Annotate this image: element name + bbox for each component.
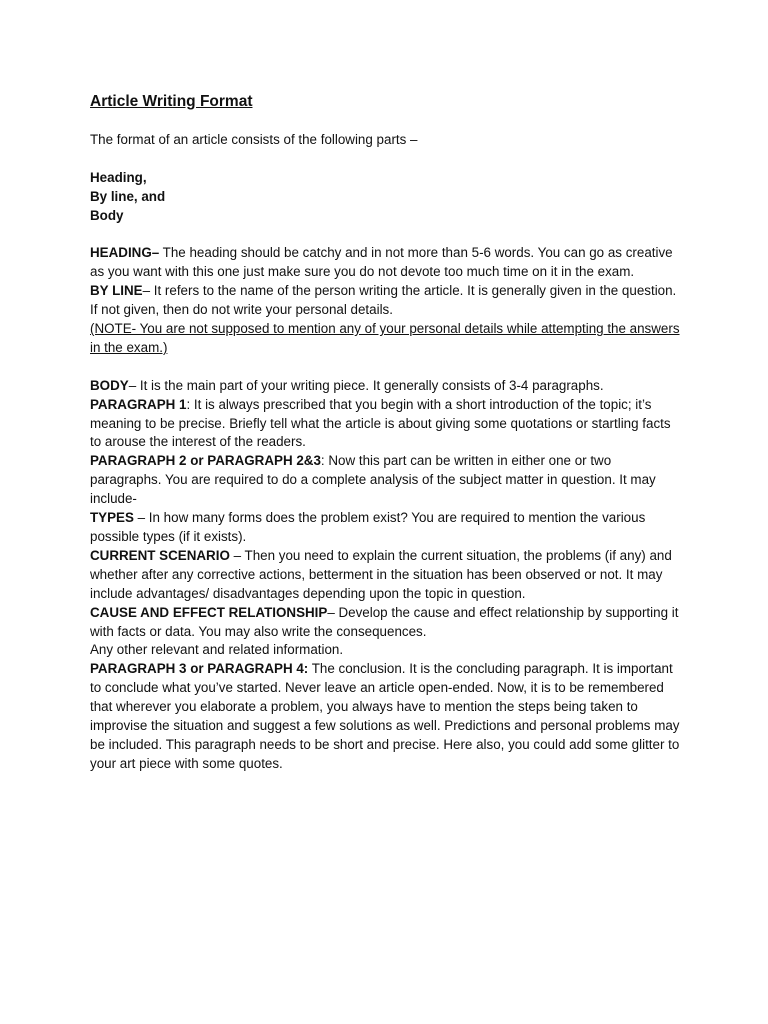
body-text: – It is the main part of your writing piece. It generally consists of 3-4 paragraphs. (128, 377, 604, 393)
body-section (90, 377, 680, 396)
paragraph34-section (90, 660, 680, 773)
cause-effect-label: CAUSE AND EFFECT RELATIONSHIP (90, 604, 328, 620)
intro-text: The format of an article consists of the following parts – (90, 132, 418, 147)
heading-text: The heading should be catchy and in not more than 5-6 words. You can go as creative as you want with this one just make sure you do not devote too much time on it in the exam. (90, 245, 673, 280)
paragraph34-label: PARAGRAPH 3 or PARAGRAPH 4: (90, 661, 309, 677)
paragraph1-label: PARAGRAPH 1 (90, 396, 187, 412)
other-info-text: Any other relevant and related information. (90, 642, 344, 658)
cause-effect-text: – Develop the cause and effect relationship by supporting it with facts or data. You may also write the consequences. (90, 604, 679, 639)
part-heading: Heading, (90, 169, 147, 185)
types-label: TYPES (90, 510, 134, 526)
document-title: Article Writing Format (90, 93, 253, 110)
document-body (90, 92, 680, 774)
spacer (90, 226, 680, 245)
paragraph2-label: PARAGRAPH 2 or PARAGRAPH 2&3 (90, 453, 321, 469)
body-label: BODY (90, 377, 129, 393)
paragraph1-section (90, 396, 680, 453)
current-scenario-text: – Then you need to explain the current situation, the problems (if any) and whether after any corrective actions, betterment in the situation has been observed or not. It may include advantages/ disadvantages depending upon the topic in question. (90, 547, 672, 601)
parts-list (90, 169, 680, 226)
byline-section (90, 282, 680, 320)
paragraph1-text: : It is always prescribed that you begin with a short introduction of the topic; it’s meaning to be precise. Briefly tell what the article is about giving some quotations or startling facts to arouse the interest of the readers. (90, 396, 671, 450)
paragraph2-text: : Now this part can be written in either one or two paragraphs. You are required to do a complete analysis of the subject matter in question. It may include- (90, 453, 656, 507)
paragraph2-section (90, 452, 680, 509)
part-byline: By line, and (90, 188, 166, 204)
types-section (90, 509, 680, 547)
byline-text: – It refers to the name of the person writing the article. It is generally given in the question. If not given, then do not write your personal details. (90, 283, 677, 318)
heading-section (90, 244, 680, 282)
paragraph34-text: The conclusion. It is the concluding paragraph. It is important to conclude what you’ve started. Never leave an article open-ended. Now, it is to be remembered that wherever you elaborate a problem, you always have to mention the steps being taken to improvise the situation and suggest a few solutions as well. Predictions and personal problems may be included. This paragraph needs to be short and precise. Here also, you could add some glitter to your art piece with some quotes. (90, 661, 680, 771)
heading-label: HEADING– (90, 245, 160, 261)
spacer (90, 358, 680, 377)
current-scenario-section (90, 547, 680, 604)
note-text: (NOTE- You are not supposed to mention any of your personal details while attempting the answers in the exam.) (90, 321, 680, 355)
part-body: Body (90, 207, 124, 223)
current-scenario-label: CURRENT SCENARIO (90, 547, 230, 563)
byline-label: BY LINE (90, 283, 143, 299)
spacer (90, 150, 680, 169)
spacer (90, 112, 680, 131)
types-text: – In how many forms does the problem exist? You are required to mention the various possible types (if it exists). (90, 510, 646, 544)
cause-effect-section (90, 604, 680, 642)
